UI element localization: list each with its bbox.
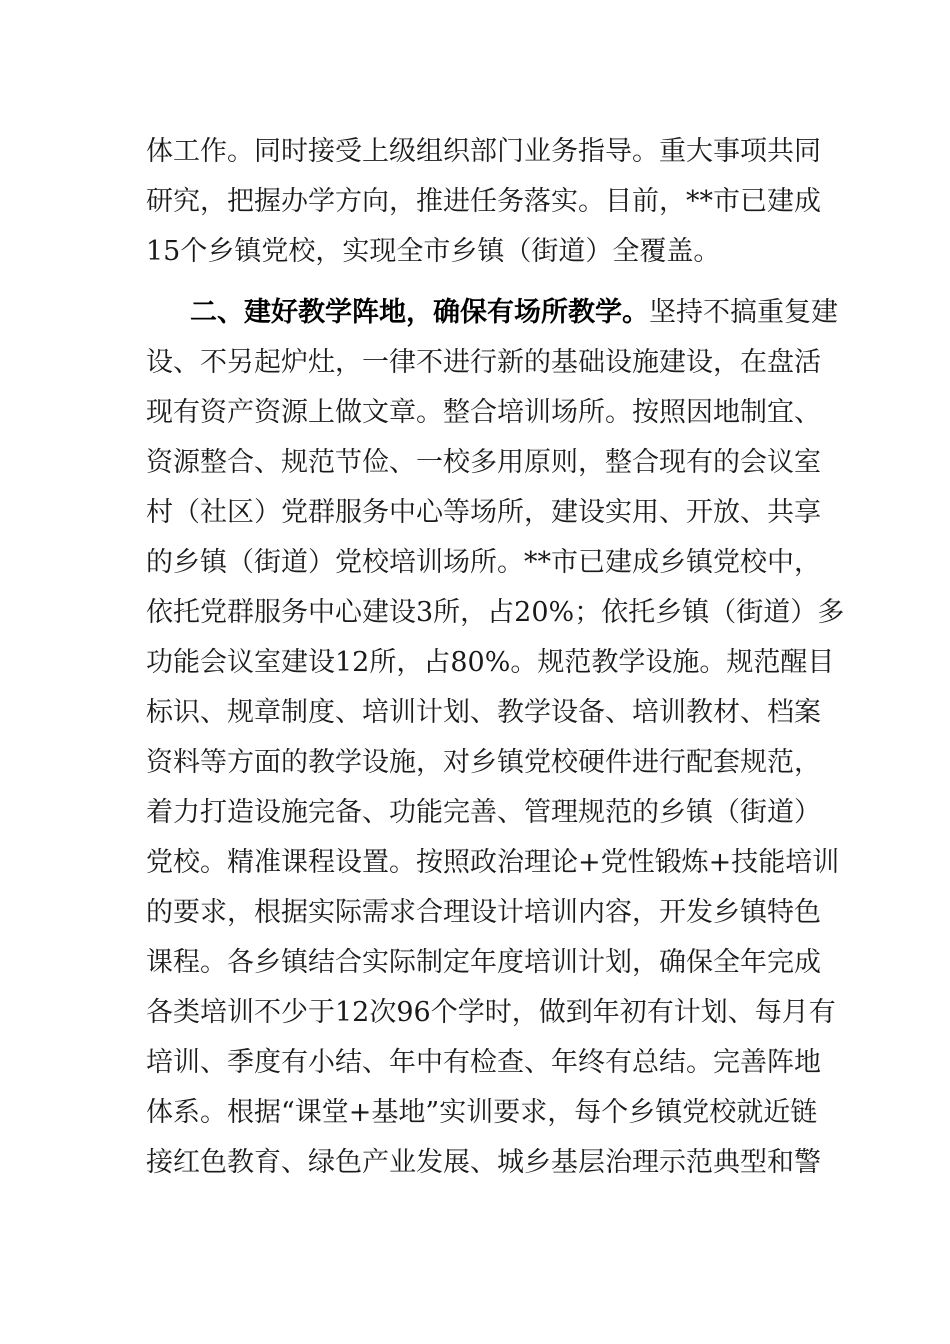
- paragraph-2-line-3: 现有资产资源上做文章。整合培训场所。按照因地制宜、: [146, 397, 821, 428]
- paragraph-2-line-9: 标识、规章制度、培训计划、教学设备、培训教材、档案: [146, 697, 821, 728]
- paragraph-2-line-10: 资料等方面的教学设施，对乡镇党校硬件进行配套规范，: [146, 747, 821, 778]
- paragraph-2-line-2: 设、不另起炉灶，一律不进行新的基础设施建设，在盘活: [146, 347, 821, 378]
- paragraph-2-line-13: 的要求，根据实际需求合理设计培训内容，开发乡镇特色: [146, 897, 821, 928]
- paragraph-2-line-14: 课程。各乡镇结合实际制定年度培训计划，确保全年完成: [146, 947, 821, 978]
- paragraph-2-line-11: 着力打造设施完备、功能完善、管理规范的乡镇（街道）: [146, 797, 821, 828]
- paragraph-2-line-4: 资源整合、规范节俭、一校多用原则，整合现有的会议室: [146, 447, 821, 478]
- paragraph-2-line-16: 培训、季度有小结、年中有检查、年终有总结。完善阵地: [146, 1047, 821, 1078]
- paragraph-2-line-15: 各类培训不少于12次96个学时，做到年初有计划、每月有: [146, 997, 836, 1028]
- paragraph-2-line-1-text: 坚持不搞重复建: [649, 297, 838, 328]
- paragraph-2-line-7: 依托党群服务中心建设3所，占20%；依托乡镇（街道）多: [146, 597, 845, 628]
- paragraph-2-line-8: 功能会议室建设12所，占80%。规范教学设施。规范醒目: [146, 647, 835, 678]
- paragraph-2-line-6: 的乡镇（街道）党校培训场所。**市已建成乡镇党校中，: [146, 547, 821, 578]
- paragraph-1-line-2: 研究，把握办学方向，推进任务落实。目前，**市已建成: [146, 186, 821, 217]
- paragraph-2-line-18: 接红色教育、绿色产业发展、城乡基层治理示范典型和警: [146, 1147, 821, 1178]
- paragraph-1-line-3: 15个乡镇党校，实现全市乡镇（街道）全覆盖。: [146, 236, 721, 267]
- paragraph-2-line-17: 体系。根据“课堂+基地”实训要求，每个乡镇党校就近链: [146, 1097, 818, 1128]
- section-heading: 二、建好教学阵地，确保有场所教学。: [190, 297, 649, 328]
- paragraph-2-line-1: [190, 288, 838, 338]
- paragraph-2-line-12: 党校。精准课程设置。按照政治理论+党性锻炼+技能培训: [146, 847, 840, 878]
- paragraph-1-line-1: 体工作。同时接受上级组织部门业务指导。重大事项共同: [146, 136, 821, 167]
- paragraph-2-line-5: 村（社区）党群服务中心等场所，建设实用、开放、共享: [146, 497, 821, 528]
